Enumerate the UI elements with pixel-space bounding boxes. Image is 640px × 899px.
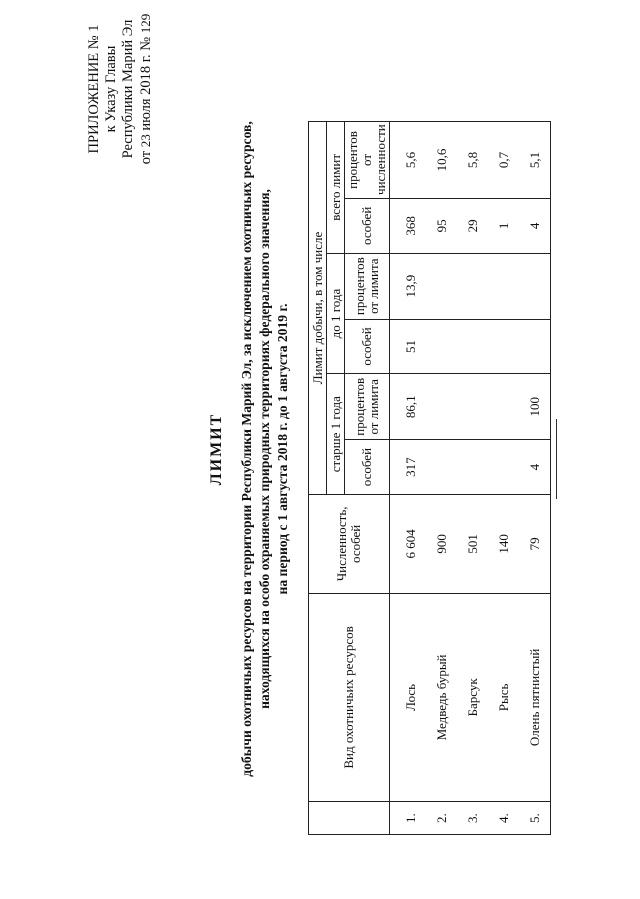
table-row	[426, 122, 457, 835]
appendix-day: 23	[138, 134, 153, 148]
appendix-date-prefix: от	[138, 150, 154, 165]
row-younger-percent	[519, 253, 551, 319]
row-younger-individuals	[519, 319, 551, 374]
row-younger-percent: 13,9	[390, 253, 427, 319]
header-limit: Лимит добычи, в том числе	[309, 122, 327, 495]
row-population: 79	[519, 495, 551, 594]
row-number: 1.	[390, 802, 427, 835]
row-total-individuals: 4	[519, 198, 551, 253]
table-row	[519, 122, 551, 835]
header-species: Вид охотничьих ресурсов	[309, 593, 390, 801]
appendix-month-year: июля 2018 г. №	[138, 36, 154, 131]
row-total-individuals: 29	[457, 198, 488, 253]
row-total-individuals: 95	[426, 198, 457, 253]
header-total-percent: процентов от численности	[345, 122, 390, 199]
row-older-percent: 100	[519, 374, 551, 440]
row-number: 2.	[426, 802, 457, 835]
header-total: всего лимит	[327, 122, 345, 254]
table-row	[390, 122, 427, 835]
appendix-header	[86, 9, 155, 169]
row-total-percent: 5,6	[390, 122, 427, 199]
row-total-individuals: 1	[488, 198, 519, 253]
row-species: Лось	[390, 593, 427, 801]
row-species: Барсук	[457, 593, 488, 801]
header-number-col	[309, 802, 390, 835]
row-older-percent	[488, 374, 519, 440]
row-younger-individuals: 51	[390, 319, 427, 374]
closing-separator-line	[556, 419, 557, 499]
row-older-individuals: 4	[519, 440, 551, 495]
row-older-individuals	[488, 440, 519, 495]
row-total-percent: 5,1	[519, 122, 551, 199]
row-population: 900	[426, 495, 457, 594]
row-younger-percent	[426, 253, 457, 319]
row-older-individuals: 317	[390, 440, 427, 495]
appendix-republic: Республики Марий Эл	[120, 19, 136, 159]
appendix-decree-ref: к Указу Главы	[103, 45, 119, 133]
appendix-decree-number: 129	[138, 13, 153, 34]
row-total-percent: 0,7	[488, 122, 519, 199]
hunting-limit-table	[308, 121, 551, 835]
subtitle-line-2: находящихся на особо охраняемых природных территориях федерального значения,	[257, 189, 272, 709]
row-species: Рысь	[488, 593, 519, 801]
row-younger-individuals	[457, 319, 488, 374]
header-older-percent: процентов от лимита	[345, 374, 390, 440]
row-population: 140	[488, 495, 519, 594]
row-total-individuals: 368	[390, 198, 427, 253]
row-older-percent	[426, 374, 457, 440]
row-population: 6 604	[390, 495, 427, 594]
header-younger: до 1 года	[327, 253, 345, 374]
subtitle-line-3: на период с 1 августа 2018 г. до 1 августа 2019 г.	[275, 303, 290, 595]
row-younger-individuals	[426, 319, 457, 374]
header-older: старше 1 года	[327, 374, 345, 495]
row-younger-percent	[457, 253, 488, 319]
subtitle-line-1: добычи охотничьих ресурсов на территории Республики Марий Эл, за исключением охотничьих ресурсов,	[239, 121, 254, 777]
row-older-percent	[457, 374, 488, 440]
header-younger-individuals: особей	[345, 319, 390, 374]
row-older-individuals	[426, 440, 457, 495]
row-younger-individuals	[488, 319, 519, 374]
row-population: 501	[457, 495, 488, 594]
table-row	[488, 122, 519, 835]
row-older-individuals	[457, 440, 488, 495]
header-total-individuals: особей	[345, 198, 390, 253]
row-number: 5.	[519, 802, 551, 835]
document-title: ЛИМИТ	[208, 412, 225, 486]
row-younger-percent	[488, 253, 519, 319]
appendix-number: ПРИЛОЖЕНИЕ № 1	[86, 24, 102, 154]
row-older-percent: 86,1	[390, 374, 427, 440]
document-subtitle	[238, 39, 292, 859]
header-population: Численность, особей	[309, 495, 390, 594]
row-number: 4.	[488, 802, 519, 835]
appendix-date-line	[137, 9, 155, 169]
row-species: Медведь бурый	[426, 593, 457, 801]
header-older-individuals: особей	[345, 440, 390, 495]
row-total-percent: 10,6	[426, 122, 457, 199]
row-number: 3.	[457, 802, 488, 835]
row-species: Олень пятнистый	[519, 593, 551, 801]
header-younger-percent: процентов от лимита	[345, 253, 390, 319]
table-row	[457, 122, 488, 835]
row-total-percent: 5,8	[457, 122, 488, 199]
